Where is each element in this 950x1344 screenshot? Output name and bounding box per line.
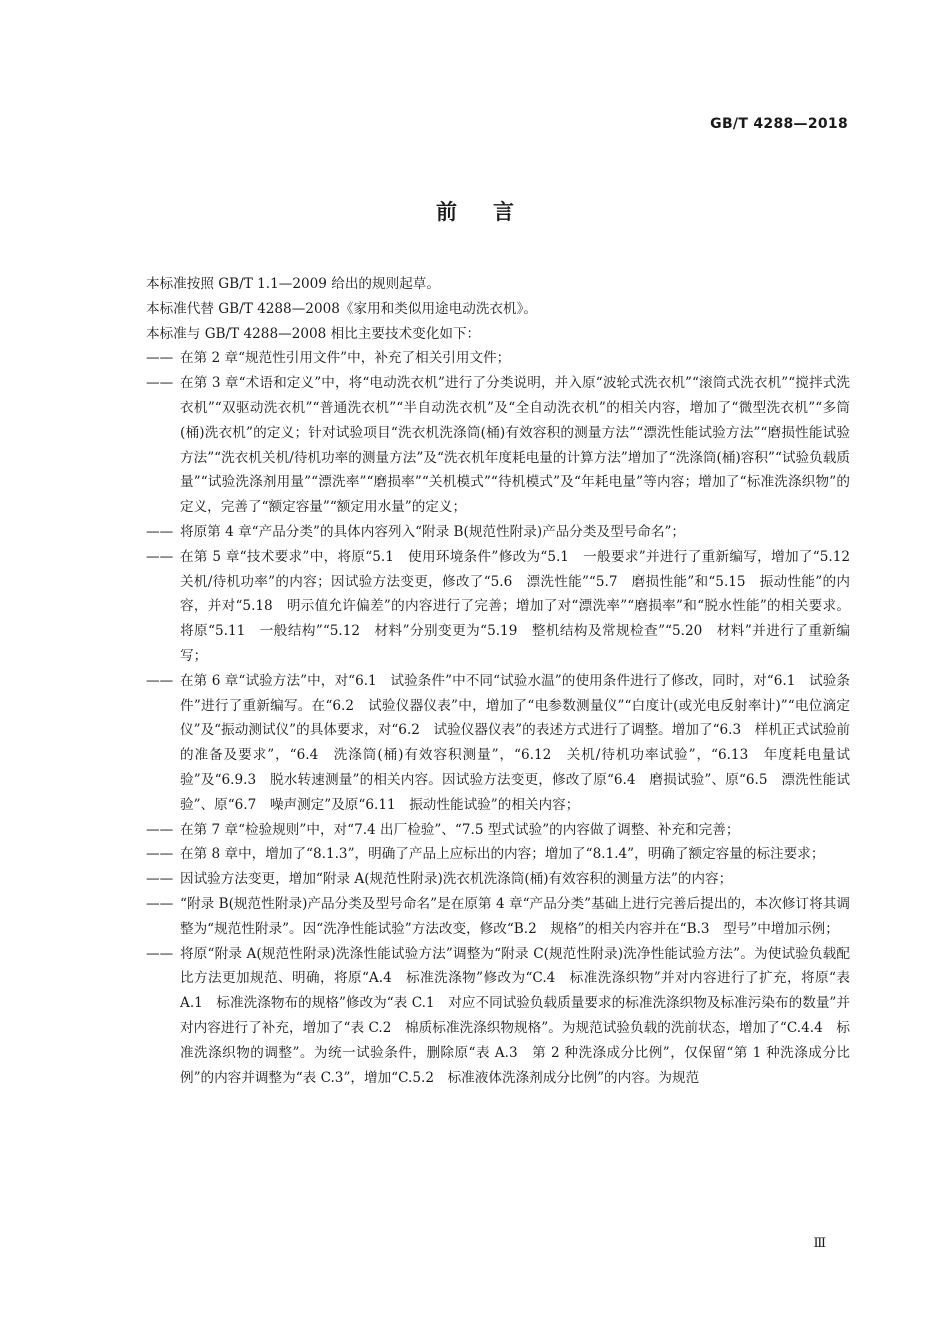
list-item — [146, 520, 850, 545]
standard-code: GB/T 4288—2018 — [710, 116, 848, 132]
page-number: Ⅲ — [813, 1236, 826, 1251]
list-dash: —— — [146, 821, 174, 838]
page-title: 前言 — [436, 200, 550, 224]
list-item-text: 在第 6 章“试验方法”中，对“6.1 试验条件”中不同“试验水温”的使用条件进行了修改，同时，对“6.1 试验条件”进行了重新编写。在“6.2 试验仪器仪表”中，增加了“电参数测量仪”“白度计(或光电反射率计)”“电位滴定仪”及“振动测试仪”的具体要求，对“6.2 试验仪器仪表”的表述方式进行了调整。增加了“6.3 样机正式试验前的准备及要求”，“6.4 洗涤筒(桶)有效容积测量”，“6.12 关机/待机功率试验”，“6.13 年度耗电量试验”及“6.9.3 脱水转速测量”的相关内容。因试验方法变更，修改了原“6.4 磨损试验”、原“6.5 漂洗性能试验”、原“6.7 噪声测定”及原“6.11 振动性能试验”的相关内容； — [180, 672, 850, 813]
list-dash: —— — [146, 375, 174, 392]
list-item-text: 在第 3 章“术语和定义”中，将“电动洗衣机”进行了分类说明，并入原“波轮式洗衣机”“滚筒式洗衣机”“搅拌式洗衣机”“双驱动洗衣机”“普通洗衣机”“半自动洗衣机”及“全自动洗衣机”的相关内容，增加了“微型洗衣机”“多筒(桶)洗衣机”的定义；针对试验项目“洗衣机洗涤筒(桶)有效容积的测量方法”“漂洗性能试验方法”“磨损性能试验方法”“洗衣机关机/待机功率的测量方法”及“洗衣机年度耗电量的计算方法”增加了“洗涤筒(桶)容积”“试验负载质量”“试验洗涤剂用量”“漂洗率”“磨损率”“关机模式”“待机模式”及“年耗电量”等内容；增加了“标准洗涤织物”的定义，完善了“额定容量”“额定用水量”的定义； — [180, 375, 850, 516]
list-dash: —— — [146, 945, 174, 962]
list-dash: —— — [146, 672, 174, 689]
list-item — [146, 892, 850, 942]
list-item-text: “附录 B(规范性附录)产品分类及型号命名”是在原第 4 章“产品分类”基础上进行完善后提出的，本次修订将其调整为“规范性附录”。因“洗净性能试验”方法改变，修改“B.2 规格”的相关内容并在“B.3 型号”中增加示例； — [180, 895, 850, 937]
list-item — [146, 346, 850, 371]
paragraph: 本标准代替 GB/T 4288—2008《家用和类似用途电动洗衣机》。 — [146, 300, 537, 317]
list-dash: —— — [146, 548, 174, 565]
list-item-text: 将原第 4 章“产品分类”的具体内容列入“附录 B(规范性附录)产品分类及型号命名”； — [180, 523, 686, 540]
list-dash: —— — [146, 871, 174, 888]
list-item — [146, 867, 850, 892]
list-item-text: 在第 8 章中，增加了“8.1.3”，明确了产品上应标出的内容；增加了“8.1.4”，明确了额定容量的标注要求； — [180, 846, 825, 863]
list-item — [146, 818, 850, 843]
list-item — [146, 842, 850, 867]
list-item-text: 在第 5 章“技术要求”中，将原“5.1 使用环境条件”修改为“5.1 一般要求”并进行了重新编写，增加了“5.12 关机/待机功率”的内容；因试验方法变更，修改了“5.6 漂洗性能”“5.7 磨损性能”和“5.15 振动性能”的内容，并对“5.18 明示值允许偏差”的内容进行了完善；增加了对“漂洗率”“磨损率”和“脱水性能”的相关要求。将原“5.11 一般结构”“5.12 材料”分别变更为“5.19 整机结构及常规检查”“5.20 材料”并进行了重新编写； — [180, 548, 864, 664]
document-body — [146, 272, 864, 1090]
list-item — [146, 942, 850, 1091]
list-item-text: 因试验方法变更，增加“附录 A(规范性附录)洗衣机洗涤筒(桶)有效容积的测量方法”的内容； — [180, 871, 733, 888]
list-item-text: 将原“附录 A(规范性附录)洗涤性能试验方法”调整为“附录 C(规范性附录)洗净性能试验方法”。为使试验负载配比方法更加规范、明确，将原“A.4 标准洗涤物”修改为“C.4 标准洗涤织物”并对内容进行了扩充，将原“表 A.1 标准洗涤物布的规格”修改为“表 C.1 对应不同试验负载质量要求的标准洗涤织物及标准污染布的数量”并对内容进行了补充，增加了“表 C.2 棉质标准洗涤织物规格”。为规范试验负载的洗前状态，增加了“C.4.4 标准洗涤织物的调整”。为统一试验条件，删除原“表 A.3 第 2 种洗涤成分比例”，仅保留“第 1 种洗涤成分比例”的内容并调整为“表 C.3”，增加“C.5.2 标准液体洗涤剂成分比例”的内容。为规范 — [180, 945, 850, 1086]
list-item — [146, 545, 864, 669]
list-item-text: 在第 2 章“规范性引用文件”中，补充了相关引用文件； — [180, 350, 511, 367]
list-item-text: 在第 7 章“检验规则”中，对“7.4 出厂检验”、“7.5 型式试验”的内容做了调整、补充和完善； — [180, 821, 740, 838]
list-item — [146, 669, 850, 818]
list-dash: —— — [146, 895, 174, 912]
list-dash: —— — [146, 846, 174, 863]
list-item — [146, 371, 850, 520]
paragraph: 本标准按照 GB/T 1.1—2009 给出的规则起草。 — [146, 276, 440, 292]
list-dash: —— — [146, 523, 174, 540]
list-dash: —— — [146, 350, 174, 367]
paragraph: 本标准与 GB/T 4288—2008 相比主要技术变化如下： — [146, 325, 481, 342]
